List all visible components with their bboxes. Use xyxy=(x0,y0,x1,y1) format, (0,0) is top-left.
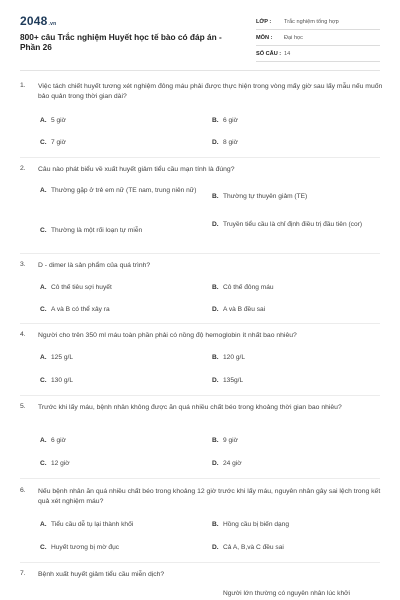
option-letter: A. xyxy=(40,187,47,194)
option-5d[interactable] xyxy=(212,459,382,469)
option-text: Người lớn thường có nguyên nhân lúc khởi xyxy=(223,590,350,597)
option-5c[interactable] xyxy=(40,459,210,469)
document-title: 800+ câu Trắc nghiệm Huyết học tế bào có đáp án - Phần 26 xyxy=(20,32,222,52)
option-3b[interactable] xyxy=(212,283,382,293)
question-text: Việc tách chiết huyết tương xét nghiệm đông máu phải được thực hiện trong vòng mấy giờ sau lấy mẫu nếu muốn bảo quản trong thời gian dài? xyxy=(38,83,383,100)
question-text: Câu nào phát biểu về xuất huyết giảm tiểu cầu mạn tính là đúng? xyxy=(38,166,235,173)
option-text: 9 giờ xyxy=(223,437,238,444)
question-divider xyxy=(20,323,380,324)
option-1d[interactable] xyxy=(212,138,382,148)
option-6d[interactable] xyxy=(212,543,382,553)
option-text: A và B đều sai xyxy=(223,306,266,313)
question-divider xyxy=(20,562,380,563)
option-letter: D. xyxy=(212,139,219,146)
option-text: 130 g/L xyxy=(51,377,73,384)
option-letter: D. xyxy=(212,221,219,228)
option-2b[interactable] xyxy=(212,192,382,202)
option-letter: C. xyxy=(40,377,47,384)
question-text: Bệnh xuất huyết giảm tiểu cầu miễn dịch? xyxy=(38,571,165,578)
option-text: Thường tự thuyên giảm (TE) xyxy=(223,193,308,200)
question-divider xyxy=(20,157,380,158)
option-letter: B. xyxy=(212,354,219,361)
option-letter: C. xyxy=(40,544,47,551)
meta-value: 14 xyxy=(284,50,291,57)
option-text: Thường là một rối loạn tự miễn xyxy=(51,227,143,234)
option-letter: B. xyxy=(212,437,219,444)
option-letter: B. xyxy=(212,521,219,528)
site-logo[interactable] xyxy=(20,14,56,28)
meta-value: Trắc nghiệm tổng hợp xyxy=(284,18,339,25)
option-4a[interactable] xyxy=(40,353,210,363)
option-1a[interactable] xyxy=(40,116,210,126)
option-text: 125 g/L xyxy=(51,354,73,361)
option-text: 6 giờ xyxy=(51,437,66,444)
document-header xyxy=(0,0,400,64)
option-text: Thường gặp ở trẻ em nữ (TE nam, trung niên nữ) xyxy=(51,187,197,194)
option-text: Cô thế tiêu sợi huyết xyxy=(51,284,112,291)
option-text: 5 giờ xyxy=(51,117,66,124)
option-letter: D. xyxy=(212,377,219,384)
option-text: Cả A, B,và C đều sai xyxy=(223,544,284,551)
option-text: Cô thế đông máu xyxy=(223,284,274,291)
question-number: 1. xyxy=(20,82,26,89)
option-1b[interactable] xyxy=(212,116,382,126)
option-text: Hồng cầu bị biến dạng xyxy=(223,521,289,528)
question-number: 5. xyxy=(20,403,26,410)
option-letter: D. xyxy=(212,460,219,467)
option-7b-partial[interactable] xyxy=(223,589,383,599)
option-text: Tiểu cầu dễ tụ lại thành khối xyxy=(51,521,134,528)
option-4b[interactable] xyxy=(212,353,382,363)
option-letter: B. xyxy=(212,117,219,124)
option-letter: B. xyxy=(212,193,219,200)
question-number: 2. xyxy=(20,165,26,172)
question-text: Người cho trên 350 ml máu toàn phần phải có nồng độ hemoglobin ít nhất bao nhiêu? xyxy=(38,332,297,339)
option-text: Truyền tiểu cầu là chỉ định điều trị đầu tiên (cor) xyxy=(223,221,363,228)
meta-label: LỚP : xyxy=(256,18,272,25)
question-number: 7. xyxy=(20,570,26,577)
option-5a[interactable] xyxy=(40,436,210,446)
document-meta xyxy=(256,14,380,62)
option-1c[interactable] xyxy=(40,138,210,148)
option-text: 135g/L xyxy=(223,377,244,384)
option-letter: D. xyxy=(212,544,219,551)
option-2c[interactable] xyxy=(40,226,210,236)
option-letter: A. xyxy=(40,437,47,444)
option-text: 6 giờ xyxy=(223,117,238,124)
option-text: A và B có thể xảy ra xyxy=(51,306,110,313)
option-4d[interactable] xyxy=(212,376,382,386)
meta-row-count xyxy=(256,46,380,62)
logo-suffix: .vn xyxy=(48,21,57,27)
question-divider xyxy=(20,478,380,479)
option-text: 24 giờ xyxy=(223,460,242,467)
option-3c[interactable] xyxy=(40,305,210,315)
option-text: Huyết tương bị mờ đục xyxy=(51,544,120,551)
question-text: Nếu bệnh nhân ăn quá nhiều chất béo trong khoảng 12 giờ trước khi lấy máu, nguyên nhân gây sai lệch trong kết quả xét nghiệm máu? xyxy=(38,488,381,505)
option-2a[interactable] xyxy=(40,186,205,196)
option-2d[interactable] xyxy=(212,220,382,230)
meta-label: MÔN : xyxy=(256,34,273,41)
meta-row-subject xyxy=(256,30,380,46)
option-6b[interactable] xyxy=(212,520,382,530)
question-text: Trước khi lấy máu, bệnh nhân không được ăn quá nhiều chất béo trong khoảng thời gian bao nhiêu? xyxy=(38,404,342,411)
option-letter: B. xyxy=(212,284,219,291)
option-6c[interactable] xyxy=(40,543,210,553)
logo-main: 2048 xyxy=(20,14,48,28)
option-letter: C. xyxy=(40,139,47,146)
option-letter: A. xyxy=(40,117,47,124)
meta-value: Đại học xyxy=(284,34,303,41)
question-text: D - dimer là sản phẩm của quá trình? xyxy=(38,262,151,269)
option-letter: D. xyxy=(212,306,219,313)
question-number: 3. xyxy=(20,261,26,268)
question-number: 4. xyxy=(20,331,26,338)
question-number: 6. xyxy=(20,487,26,494)
option-4c[interactable] xyxy=(40,376,210,386)
question-divider xyxy=(20,253,380,254)
option-letter: A. xyxy=(40,284,47,291)
option-letter: A. xyxy=(40,521,47,528)
question-divider xyxy=(20,395,380,396)
option-3d[interactable] xyxy=(212,305,382,315)
option-6a[interactable] xyxy=(40,520,210,530)
option-3a[interactable] xyxy=(40,283,210,293)
option-letter: A. xyxy=(40,354,47,361)
option-5b[interactable] xyxy=(212,436,382,446)
option-text: 12 giờ xyxy=(51,460,70,467)
meta-label: SỐ CÂU : xyxy=(256,50,282,57)
option-text: 7 giờ xyxy=(51,139,66,146)
header-divider xyxy=(20,70,380,71)
option-letter: C. xyxy=(40,227,47,234)
option-text: 8 giờ xyxy=(223,139,238,146)
meta-row-class xyxy=(256,14,380,30)
option-letter: C. xyxy=(40,306,47,313)
option-text: 120 g/L xyxy=(223,354,245,361)
option-letter: C. xyxy=(40,460,47,467)
